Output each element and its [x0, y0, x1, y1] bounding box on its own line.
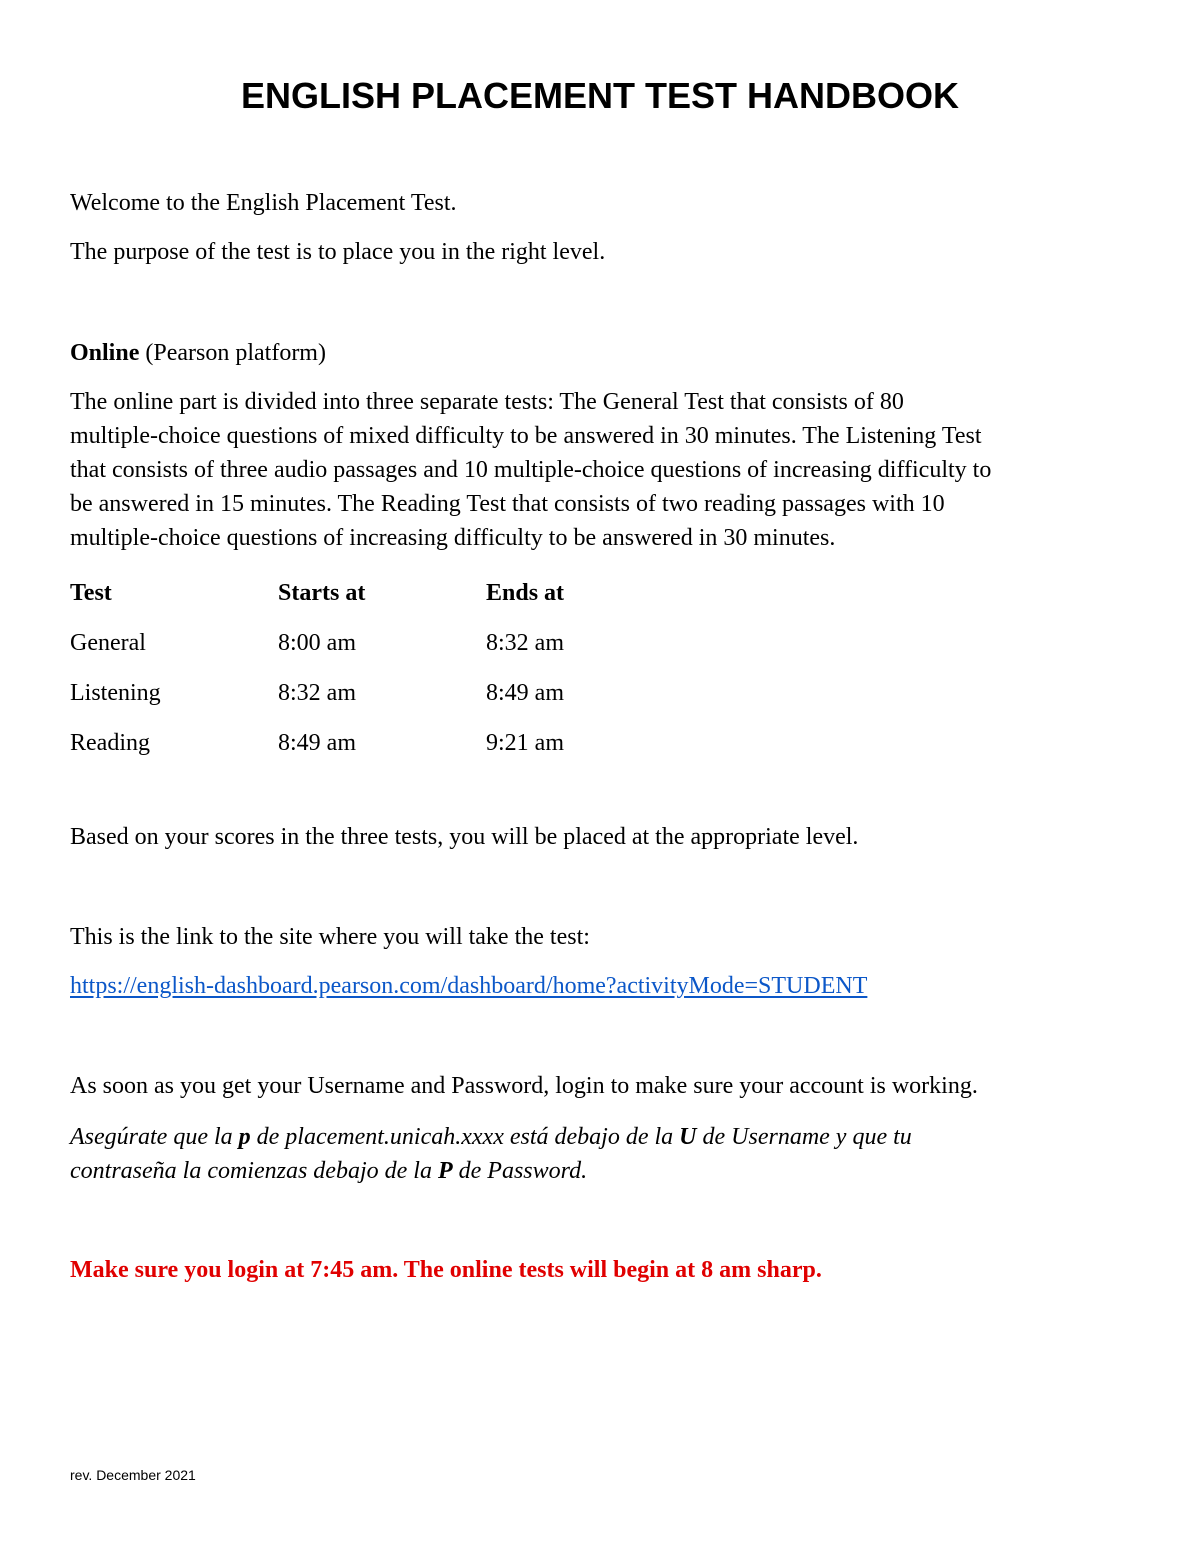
online-heading-label: Online: [70, 340, 140, 366]
spanish-emphasis: U: [679, 1124, 697, 1150]
spanish-emphasis: p: [238, 1124, 251, 1150]
placement-note: Based on your scores in the three tests, you will be placed at the appropriate level.: [70, 824, 859, 850]
page-title: ENGLISH PLACEMENT TEST HANDBOOK: [240, 75, 959, 116]
purpose-text: The purpose of the test is to place you in the right level.: [70, 239, 606, 265]
link-line: [70, 969, 867, 1003]
schedule-start-time: 8:49 am: [278, 729, 356, 756]
welcome-text: Welcome to the English Placement Test.: [70, 190, 457, 216]
schedule-header-start: Starts at: [278, 579, 366, 606]
spanish-note-line: [70, 1120, 1140, 1154]
schedule-start-time: 8:32 am: [278, 679, 356, 706]
link-intro: This is the link to the site where you will take the test:: [70, 924, 590, 950]
spanish-note-line: [70, 1154, 1140, 1188]
spanish-text: Asegúrate que la: [70, 1124, 239, 1150]
online-description: [70, 385, 1140, 555]
spanish-text: contraseña la comienzas debajo de la: [70, 1158, 438, 1184]
schedule-header-end: Ends at: [486, 579, 565, 606]
schedule-start-time: 8:00 am: [278, 629, 356, 656]
revision-note: rev. December 2021: [70, 1467, 196, 1483]
spanish-emphasis: P: [437, 1158, 453, 1184]
online-description-line: that consists of three audio passages and 10 multiple-choice questions of increasing difficulty to: [70, 457, 992, 483]
schedule-end-time: 9:21 am: [486, 729, 564, 756]
spanish-text: de placement.unicah.xxxx está debajo de la: [250, 1124, 680, 1150]
spanish-text: de Username y que tu: [696, 1124, 912, 1150]
online-heading-note: (Pearson platform): [139, 340, 326, 366]
spanish-note: [70, 1120, 1140, 1188]
spanish-text: de Password.: [452, 1158, 588, 1184]
online-description-line: multiple-choice questions of increasing difficulty to be answered in 30 minutes.: [70, 525, 836, 551]
schedule-header-test: Test: [70, 579, 112, 606]
schedule-table: [70, 568, 686, 768]
online-description-line: multiple-choice questions of mixed difficulty to be answered in 30 minutes. The Listening Test: [70, 423, 982, 449]
table-row: [70, 618, 686, 668]
online-description-line: be answered in 15 minutes. The Reading Test that consists of two reading passages with 10: [70, 491, 945, 517]
login-time-warning: Make sure you login at 7:45 am. The online tests will begin at 8 am sharp.: [70, 1257, 822, 1283]
schedule-header-row: [70, 568, 686, 618]
schedule-test-name: Reading: [70, 729, 150, 756]
schedule-end-time: 8:49 am: [486, 679, 564, 706]
schedule-test-name: Listening: [70, 679, 161, 706]
schedule-end-time: 8:32 am: [486, 629, 564, 656]
table-row: [70, 718, 686, 768]
online-description-line: The online part is divided into three separate tests: The General Test that consists of 80: [70, 389, 904, 415]
table-row: [70, 668, 686, 718]
schedule-test-name: General: [70, 629, 146, 656]
online-heading: [70, 336, 326, 370]
login-note: As soon as you get your Username and Password, login to make sure your account is working.: [70, 1073, 978, 1099]
test-site-link[interactable]: https://english-dashboard.pearson.com/dashboard/home?activityMode=STUDENT: [70, 973, 868, 999]
